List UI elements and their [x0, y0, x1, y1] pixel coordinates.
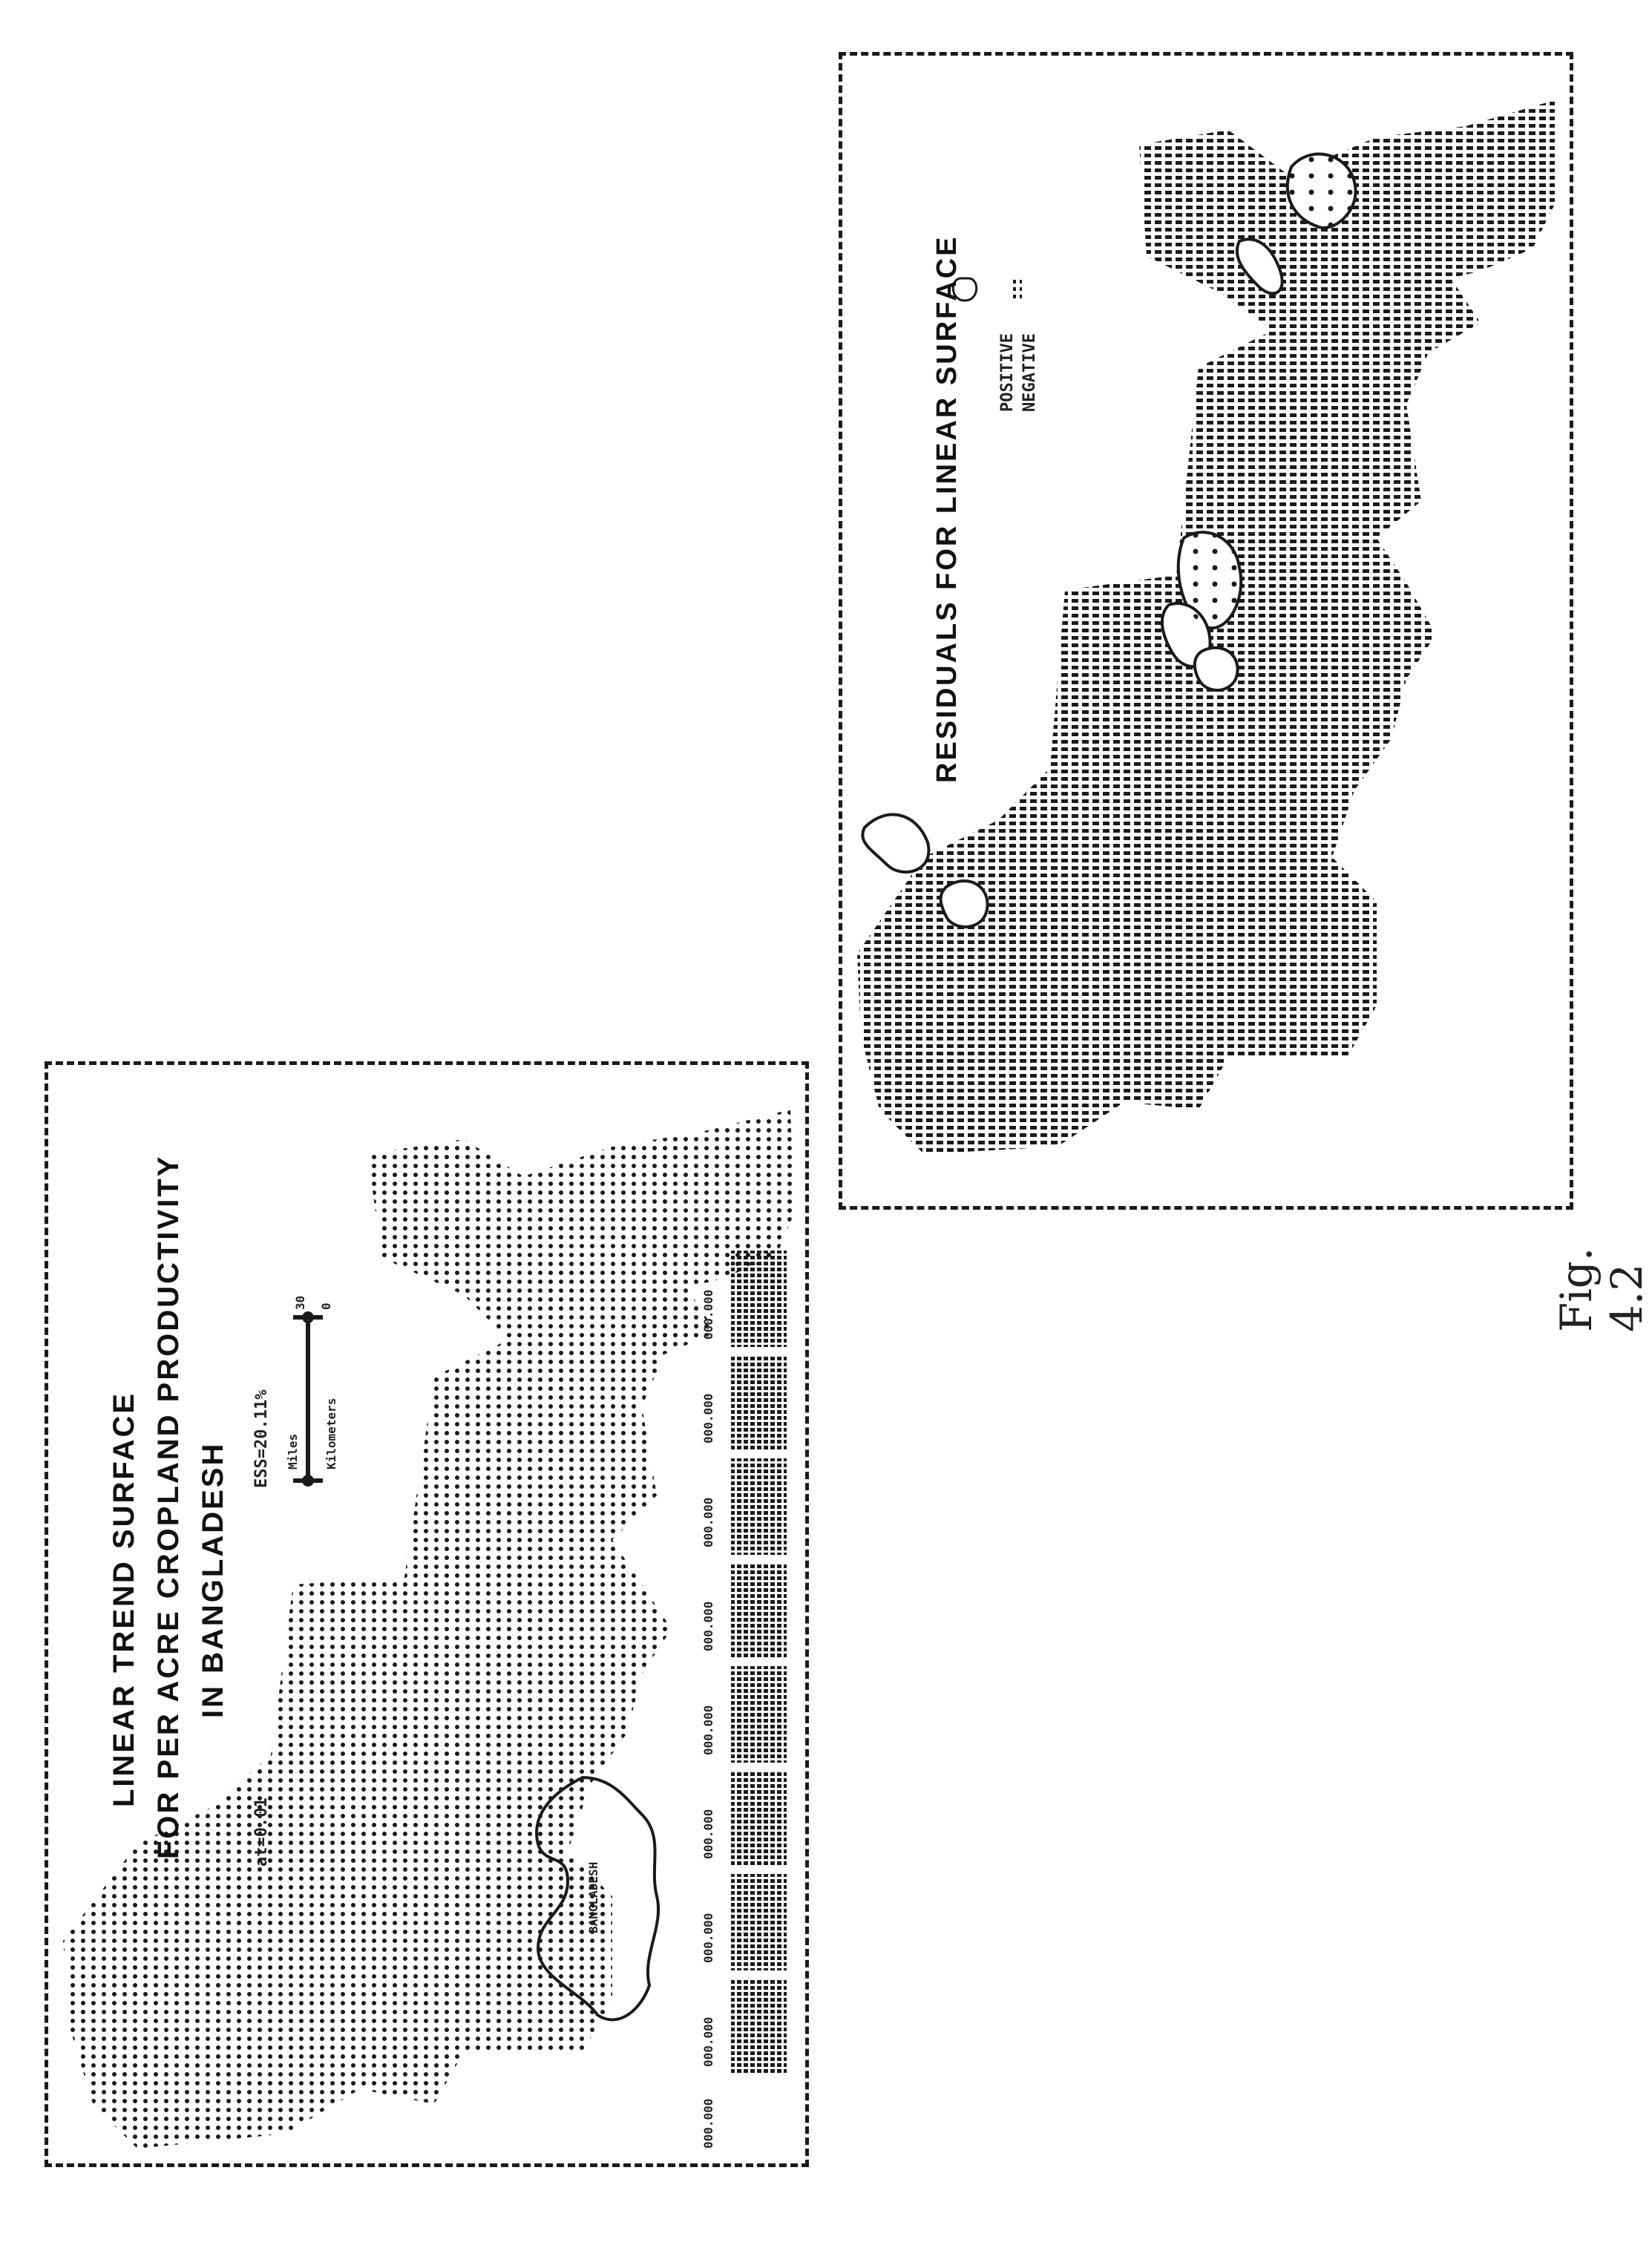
legend-label: 000.000	[701, 1393, 715, 1443]
legend-swatch	[731, 1770, 787, 1867]
figure-caption: Fig. 4.2	[1551, 1247, 1652, 1332]
legend-label: 000.000	[701, 1289, 715, 1340]
legend-label: 000.000	[701, 1913, 715, 1963]
negative-legend-icon	[1013, 278, 1022, 299]
legend-label: 000.000	[701, 2098, 715, 2149]
legend-negative-label: NEGATIVE	[1020, 333, 1039, 412]
residuals-title: RESIDUALS FOR LINEAR SURFACE	[931, 235, 963, 783]
legend-label: 000.000	[701, 1497, 715, 1547]
legend-swatch	[731, 1458, 787, 1555]
scale-km-label: Kilometers	[324, 1397, 338, 1469]
residuals-map-panel	[839, 52, 1573, 1210]
legend-swatch	[731, 1874, 787, 1970]
legend-label: 000.000	[701, 1809, 715, 1859]
scale-miles-label: Miles	[286, 1433, 300, 1469]
map-title-line-3: IN BANGLADESH	[197, 1441, 229, 1718]
legend-positive-label: POSITIVE	[998, 333, 1017, 412]
inset-map-label: BANGLADESH	[586, 1861, 600, 1933]
scale-number-0: 0	[319, 1302, 333, 1310]
stat-alpha-label: at=0.01	[252, 1798, 271, 1867]
legend-swatch	[731, 1562, 787, 1659]
legend-swatch	[731, 1251, 787, 1347]
stat-ess-label: ESS=20.11%	[252, 1389, 271, 1488]
legend-label: 000.000	[701, 2016, 715, 2067]
legend-swatch	[731, 1666, 787, 1763]
map-title-line-1: LINEAR TREND SURFACE	[108, 1391, 140, 1807]
legend-label: 000.000	[701, 1601, 715, 1651]
legend-label: 000.000	[701, 1705, 715, 1755]
legend-swatch	[731, 1978, 787, 2074]
trend-surface-map-panel	[45, 1061, 809, 2167]
legend-swatch	[731, 1354, 787, 1451]
map-title-line-2: FOR PER ACRE CROPLAND PRODUCTIVITY	[152, 1154, 185, 1859]
scale-number-30: 30	[293, 1295, 307, 1310]
